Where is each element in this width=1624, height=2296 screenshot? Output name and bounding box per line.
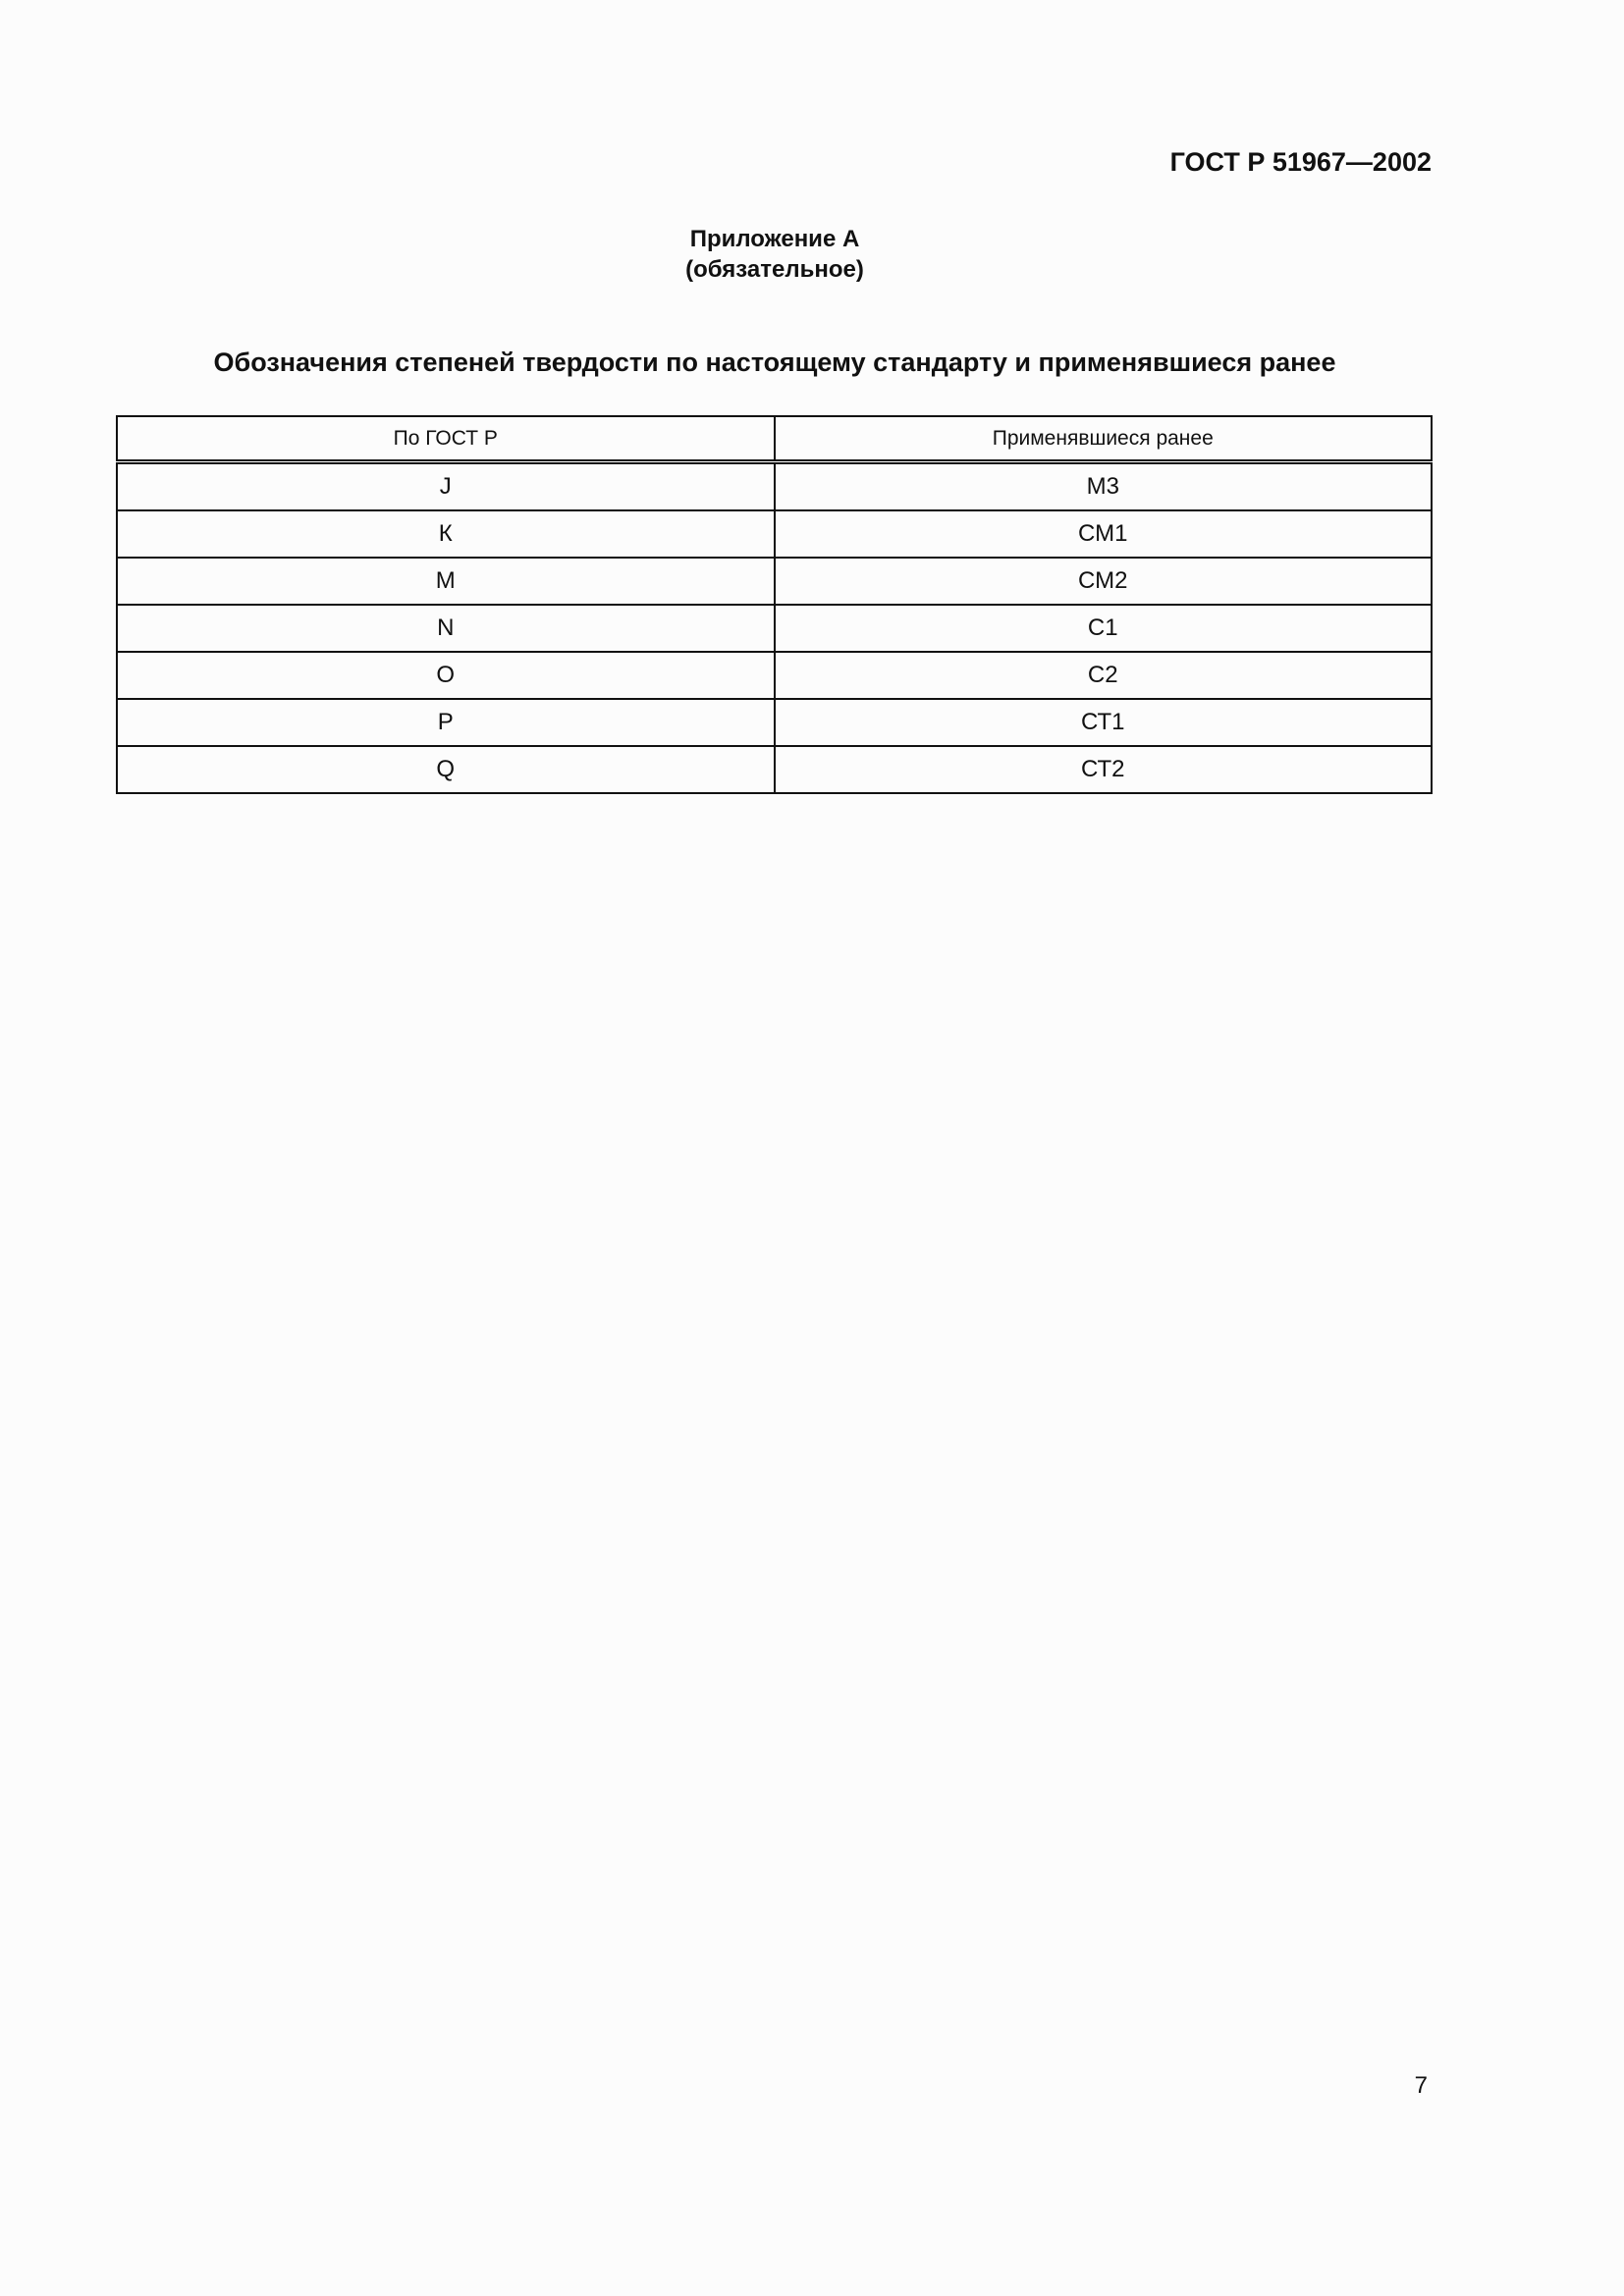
cell-previous: С1 (775, 605, 1433, 652)
cell-previous: СМ2 (775, 558, 1433, 605)
table-row (117, 462, 1432, 511)
cell-gost: К (117, 510, 775, 558)
table-row (117, 746, 1432, 793)
cell-gost: M (117, 558, 775, 605)
appendix-status: (обязательное) (685, 256, 864, 283)
cell-previous: СТ2 (775, 746, 1433, 793)
cell-gost: N (117, 605, 775, 652)
page-number: 7 (1414, 2072, 1428, 2099)
table-row (117, 510, 1432, 558)
table-title: Обозначения степеней твердости по настоящему стандарту и применявшиеся ранее (213, 347, 1336, 377)
cell-previous: М3 (775, 462, 1433, 511)
column-header-previous: Применявшиеся ранее (775, 416, 1433, 462)
table-header-row (117, 416, 1432, 462)
table-row (117, 605, 1432, 652)
cell-previous: СТ1 (775, 699, 1433, 746)
cell-gost: P (117, 699, 775, 746)
document-code: ГОСТ Р 51967—2002 (1169, 147, 1432, 177)
cell-previous: СМ1 (775, 510, 1433, 558)
table-row (117, 652, 1432, 699)
cell-gost: J (117, 462, 775, 511)
hardness-grades-table (116, 415, 1433, 794)
table-row (117, 699, 1432, 746)
cell-previous: С2 (775, 652, 1433, 699)
cell-gost: О (117, 652, 775, 699)
table-row (117, 558, 1432, 605)
column-header-gost: По ГОСТ Р (117, 416, 775, 462)
appendix-title: Приложение А (689, 226, 860, 252)
cell-gost: Q (117, 746, 775, 793)
